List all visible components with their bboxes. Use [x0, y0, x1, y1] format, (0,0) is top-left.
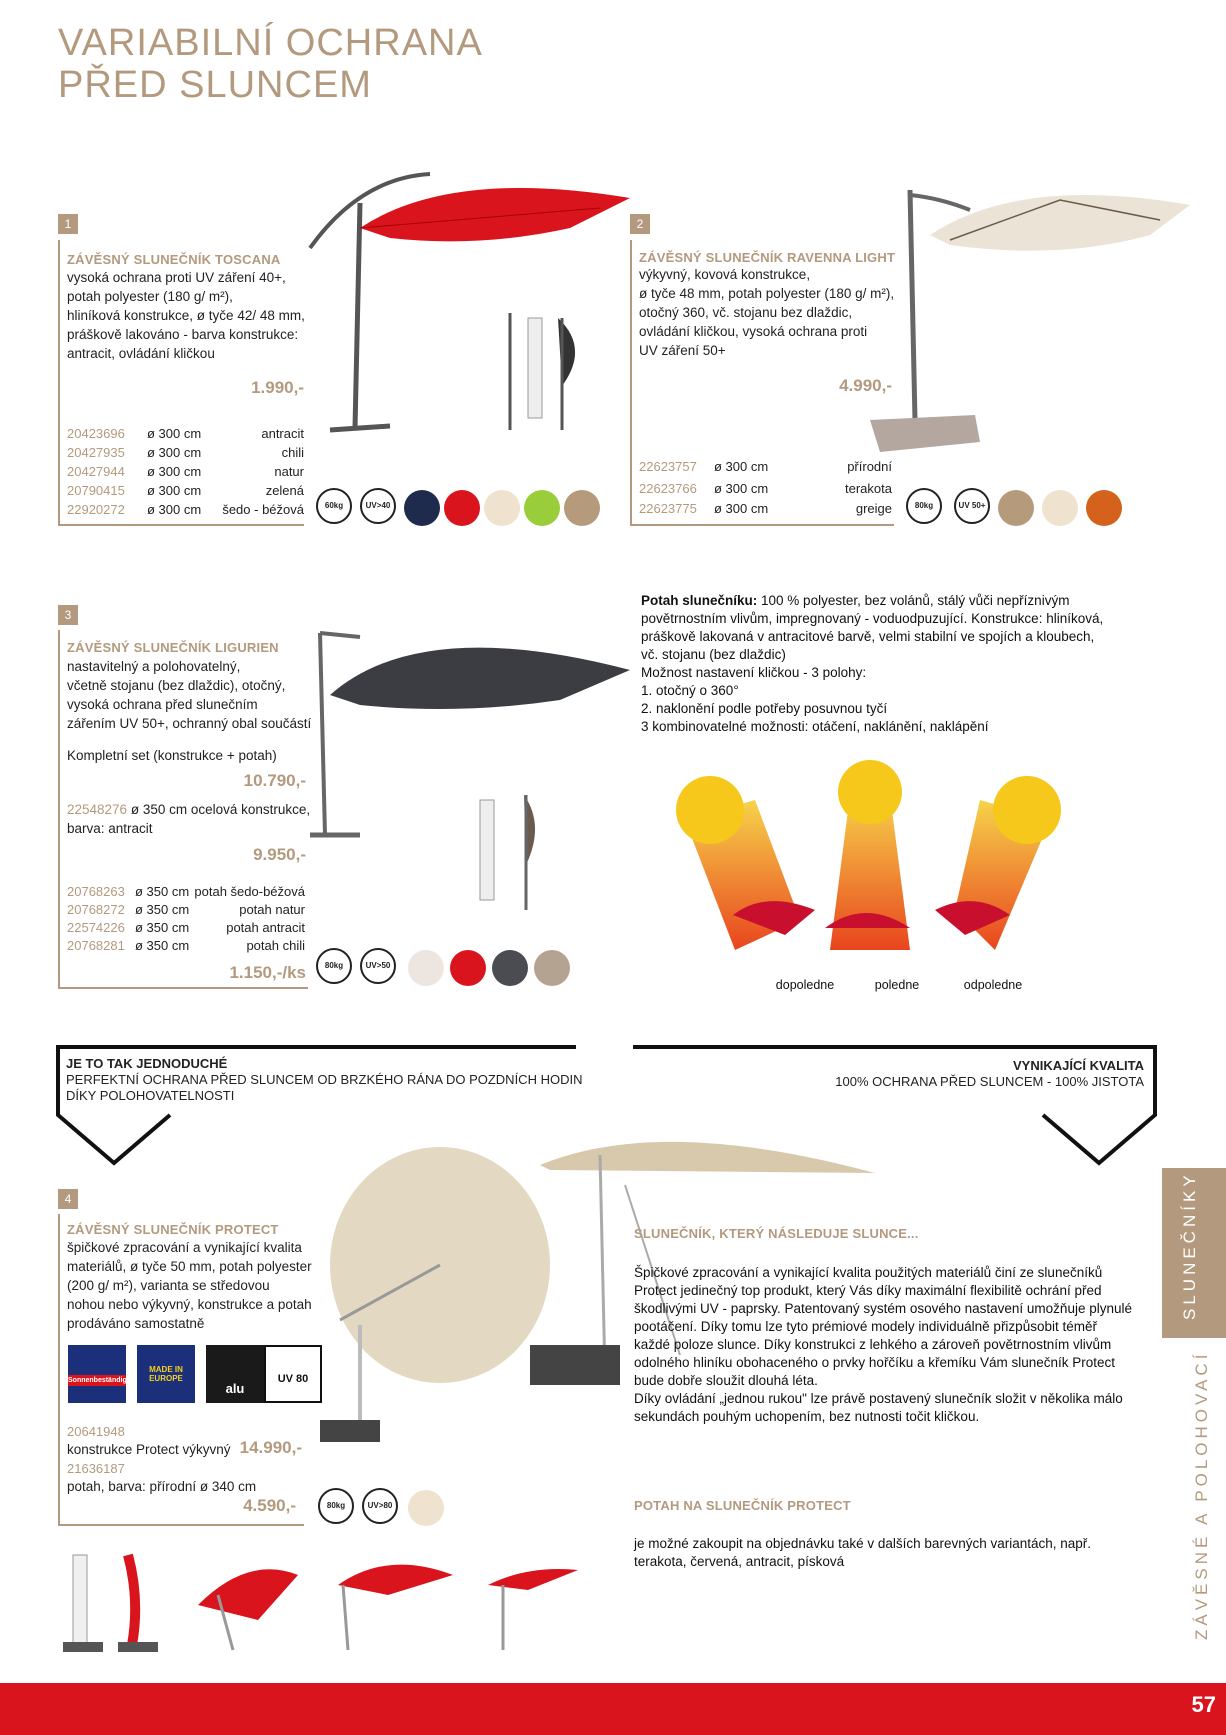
- weight-icon: 60kg: [316, 488, 352, 524]
- sun-caption-morning: dopoledne: [775, 978, 835, 992]
- frame-label: konstrukce Protect výkyvný: [67, 1442, 231, 1457]
- weight-icon: 80kg: [906, 488, 942, 524]
- sun-position-diagram: [665, 760, 1085, 975]
- color-swatch: [1086, 490, 1122, 526]
- variant-table: 22623757 ø 300 cm přírodní 22623766 ø 300 cm terakota 22623775 ø 300 cm greige: [639, 459, 892, 516]
- banner-left-title: JE TO TAK JEDNODUCHÉ: [66, 1056, 228, 1071]
- color-swatch: [408, 1490, 444, 1526]
- weight-icon: 80kg: [318, 1488, 354, 1524]
- variant-table: 20423696 ø 300 cm antracit 20427935 ø 300 cm chili 20427944 ø 300 cm natur 20790415 ø 300 cm zelená 22920272 ø 300 cm šedo - béžová: [67, 426, 304, 517]
- product-description: výkyvný, kovová konstrukce, ø tyče 48 mm, potah polyester (180 g/ m²), otočný 360, vč. stojanu bez dlaždic, ovládání kličkou, vysoká ochrana proti UV záření 50+: [639, 267, 895, 358]
- section-heading-protect: SLUNEČNÍK, KTERÝ NÁSLEDUJE SLUNCE...: [634, 1226, 919, 1241]
- section-heading-cover: POTAH NA SLUNEČNÍK PROTECT: [634, 1498, 851, 1513]
- product-number: 1: [58, 214, 78, 234]
- cover-price: 4.590,-: [243, 1496, 296, 1515]
- color-swatch: [534, 950, 570, 986]
- product-description: špičkové zpracování a vynikající kvalita materiálů, ø tyče 50 mm, potah polyester (200 g/ m²), varianta se středovou nohou nebo výkyvný, konstrukce a potah prodáváno samostatně: [67, 1240, 312, 1331]
- sun-caption-afternoon: odpoledne: [963, 978, 1023, 992]
- cover-code: 21636187: [67, 1461, 125, 1476]
- color-swatch: [444, 490, 480, 526]
- section-border: [58, 1524, 304, 1526]
- variant-table: 20768263 ø 350 cm potah šedo-béžová 20768272 ø 350 cm potah natur 22574226 ø 350 cm potah antracit 20768281 ø 350 cm potah chili: [67, 884, 305, 953]
- color-swatch: [524, 490, 560, 526]
- section-border: [630, 240, 632, 525]
- page-title-line-2: PŘED SLUNCEM: [58, 64, 372, 106]
- page-title-line-1: VARIABILNÍ OCHRANA: [58, 22, 483, 64]
- fabric-info: Potah slunečníku: 100 % polyester, bez volánů, stálý vůči nepříznivým povětrnostním vlivům, impregnovaný - voduodpuzující. Konstrukce: hliníková, práškově lakovaná v antracitové barvě, velmi stabilní ve spojích a kloubech, vč. stojanu (bez dlaždic) Možnost nastavení kličkou - 3 polohy: 1. otočný o 360° 2. naklonění podle potřeby posuvnou tyčí 3 kombinovatelné možnosti: otáčení, naklánění, naklápění: [641, 593, 1104, 734]
- usage-steps-images: [58, 1550, 598, 1655]
- frame-info: 22548276 ø 350 cm ocelová konstrukce,: [67, 802, 311, 817]
- color-swatch: [450, 950, 486, 986]
- sun-resistant-certificate-icon: Sonnenbeständig: [68, 1345, 126, 1403]
- set-label: Kompletní set (konstrukce + potah): [67, 748, 277, 763]
- uv-icon: UV>40: [360, 488, 396, 524]
- product-description: nastavitelný a polohovatelný, včetně stojanu (bez dlaždic), otočný, vysoká ochrana před slunečním zářením UV 50+, ochranný obal součástí: [67, 659, 312, 731]
- section-border: [58, 240, 60, 525]
- uv-standard-icon: UV 80: [264, 1345, 322, 1403]
- product-title: ZÁVĚSNÝ SLUNEČNÍK RAVENNA LIGHT: [639, 250, 896, 265]
- umbrella-toscana-image: [300, 168, 640, 438]
- section-border: [58, 987, 308, 989]
- sun-caption-noon: poledne: [874, 978, 920, 992]
- aluminium-icon: alu: [206, 1345, 264, 1403]
- section-border: [58, 1214, 60, 1526]
- uv-icon: UV>80: [362, 1488, 398, 1524]
- cover-label: potah, barva: přírodní ø 340 cm: [67, 1479, 257, 1494]
- frame-color: barva: antracit: [67, 821, 153, 836]
- color-swatch: [404, 490, 440, 526]
- cover-description: je možné zakoupit na objednávku také v dalších barevných variantách, např. terakota, červená, antracit, písková: [634, 1536, 1092, 1569]
- product-title: ZÁVĚSNÝ SLUNEČNÍK TOSCANA: [67, 252, 281, 267]
- product-number: 4: [58, 1189, 78, 1209]
- umbrella-ravenna-image: [860, 180, 1200, 455]
- set-price: 10.790,-: [243, 771, 306, 790]
- color-swatch: [408, 950, 444, 986]
- uv-icon: UV 50+: [954, 488, 990, 524]
- product-number: 2: [630, 214, 650, 234]
- page-number: 57: [1191, 1692, 1216, 1717]
- frame-code: 20641948: [67, 1424, 125, 1439]
- uv-icon: UV>50: [360, 948, 396, 984]
- color-swatch: [484, 490, 520, 526]
- weight-icon: 80kg: [316, 948, 352, 984]
- frame-price: 14.990,-: [239, 1438, 302, 1457]
- product-price: 1.150,-/ks: [229, 963, 306, 982]
- product-title: ZÁVĚSNÝ SLUNEČNÍK PROTECT: [67, 1222, 279, 1237]
- section-border: [58, 630, 60, 988]
- umbrella-ligurien-image: [300, 625, 640, 920]
- side-category-label: ZÁVĚSNÉ A POLOHOVACÍ: [1192, 1350, 1211, 1640]
- banner-left-line2: DÍKY POLOHOVATELNOSTI: [66, 1088, 235, 1103]
- banner-right-line1: 100% OCHRANA PŘED SLUNCEM - 100% JISTOTA: [835, 1074, 1144, 1089]
- color-swatch: [564, 490, 600, 526]
- side-tab-label: SLUNEČNÍKY: [1180, 1171, 1199, 1320]
- section-border: [630, 524, 894, 526]
- banner-right-title: VYNIKAJÍCÍ KVALITA: [1013, 1058, 1144, 1073]
- protect-description: Špičkové zpracování a vynikající kvalita použitých materiálů činí ze slunečníků Protect jedinečný top produkt, který Vás díky maximální flexibilitě ochrání před škodlivými UV - paprsky. Patentovaný systém osového nastavení umožňuje plynulé pootáčení. Díky tomu lze tyto prémiové modely individuálně přizpůsobit téměř každé poloze slunce. Díky konstrukci z lehkého a zároveň povětrnostním vlivům odolného hliníku obohaceného o prvky hořčíku a křemíku Vám slunečník Protect bude dobře sloužit dlouhá léta. Díky ovládání „jednou rukou" lze právě postavený slunečník složit v několika málo sekundách pouhým uchopením, bez nutnosti točit kličkou.: [634, 1265, 1132, 1424]
- product-title: ZÁVĚSNÝ SLUNEČNÍK LIGURIEN: [67, 640, 279, 655]
- color-swatch: [492, 950, 528, 986]
- color-swatch: [1042, 490, 1078, 526]
- product-price: 1.990,-: [251, 378, 304, 397]
- footer-bar: [0, 1683, 1226, 1735]
- frame-price: 9.950,-: [253, 845, 306, 864]
- page-title: [58, 22, 483, 106]
- product-description: vysoká ochrana proti UV záření 40+, potah polyester (180 g/ m²), hliníková konstrukce, ø tyče 42/ 48 mm, práškově lakováno - barva konstrukce: antracit, ovládání kličkou: [67, 270, 305, 361]
- banner-left-line1: PERFEKTNÍ OCHRANA PŘED SLUNCEM OD BRZKÉHO RÁNA DO POZDNÍCH HODIN: [66, 1072, 583, 1087]
- product-price: 4.990,-: [839, 376, 892, 395]
- made-in-europe-icon: MADE IN EUROPE: [137, 1345, 195, 1403]
- color-swatch: [998, 490, 1034, 526]
- product-number: 3: [58, 605, 78, 625]
